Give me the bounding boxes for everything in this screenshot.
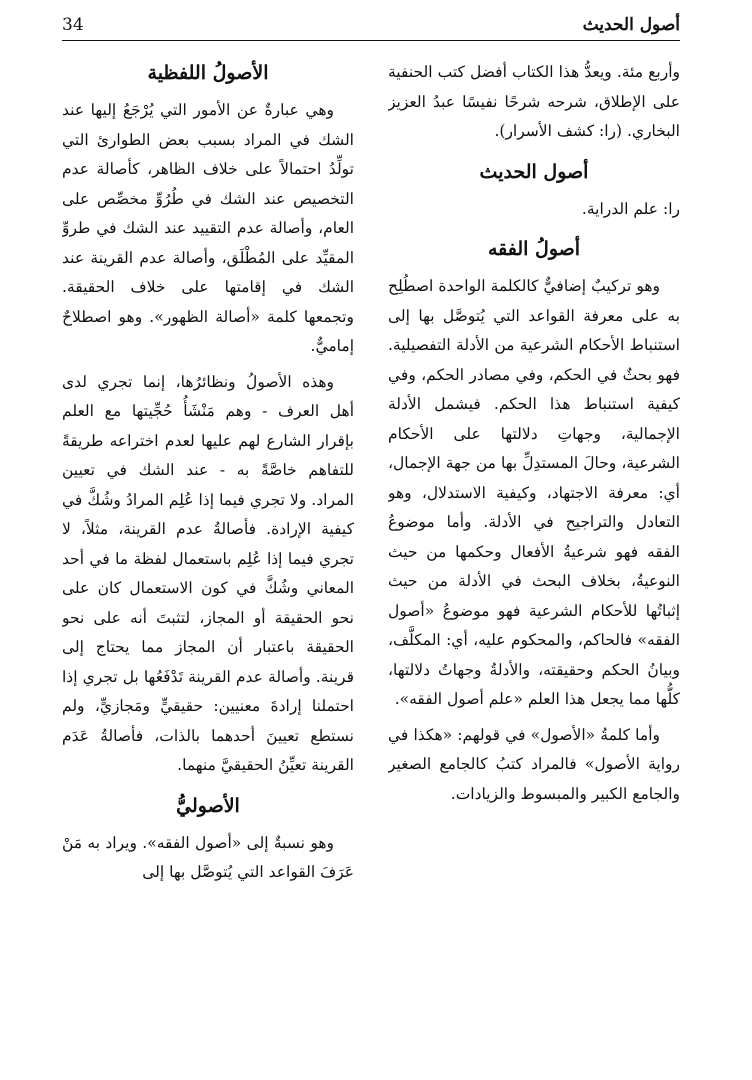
page-header <box>62 10 680 41</box>
paragraph-usul-al-fiqh-definition: وهو تركيبٌ إضافيٌّ كالكلمة الواحدة اصطُلِح به على معرفة القواعد التي يُتوصَّل بها إلى استنباط الأحكام الشرعية من الأدلة التفصيلية. فهو بحثٌ في الحكم، وفي مصادر الحكم، وفي كيفية استنباط هذا الحكم. فيشمل الأدلة الإجمالية، وجهاتِ دلالتها على الأحكام الشرعية، وحالَ المستدِلِّ بها من جهة الإجمال، أي: معرفة الاجتهاد، وكيفية الاستدلال، وهو التعادل والتراجيح في الأدلة. وأما موضوعُ الفقه فهو شرعيةُ الأفعال وحكمها من حيث النوعيةُ، بخلاف البحث في الأدلة من حيث إثباتُها للأحكام الشرعية فهو موضوعُ «أصول الفقه» فالحاكم، والمحكوم عليه، أي: المكلَّف، وبيانُ الحكم وحقيقته، والأدلةُ وجهاتُ دلالتها، كلُّها مما يجعل هذا العلم «علم أصول الفقه». <box>388 277 680 708</box>
paragraph-cross-reference: را: علم الدراية. <box>581 199 680 218</box>
entry-heading-usuli: الأصوليُّ <box>176 794 240 817</box>
paragraph-lafziyya-definition: وهي عبارةٌ عن الأمور التي يُرْجَعُ إليها عند الشك في المراد بسبب بعض الطوارئ التي تولِّدُ احتمالاً على خلاف الظاهر، كأصالة عدم التخصيص عند الشك في طُرُوِّ مخصِّص على العام، وأصالة عدم التقييد عند الشك في طروِّ المقيِّد على المُطْلَق، وأصالة عدم القرينة عند الشك في إقامتها على خلاف الحقيقة. وتجمعها كلمة «أصالة الظهور». وهو اصطلاحٌ إماميٌّ. <box>62 101 354 355</box>
running-title: أصول الحديث <box>582 15 680 35</box>
left-column <box>62 58 354 1068</box>
page-number: 34 <box>62 15 84 35</box>
right-column <box>388 58 680 1068</box>
paragraph-usul-word: وأما كلمةُ «الأصول» في قولهم: «هكذا في رواية الأصول» فالمراد كتبُ كالجامع الصغير والجامع الكبير والمبسوط والزيادات. <box>388 725 680 803</box>
paragraph-kashf-al-asrar: وأربع مئة. ويعدُّ هذا الكتاب أفضل كتب الحنفية على الإطلاق، شرحه شرحًا نفيسًا عبدُ العزيز البخاري. (را: كشف الأسرار). <box>388 63 680 140</box>
entry-heading-usul-al-hadith: أصول الحديث <box>479 160 589 183</box>
entry-heading-lafziyya: الأصولُ اللفظية <box>147 62 269 84</box>
entry-heading-usul-al-fiqh: أصولُ الفقه <box>487 238 581 260</box>
paragraph-lafziyya-usage: وهذه الأصولُ ونظائرُها، إنما تجري لدى أهل العرف - وهم مَنْشَأُ حُجِّيتها مع العلم بإقرار الشارع لهم عليها لعدم اختراعه طريقةً للتفاهم خاصَّةً به - عند الشك في تعيين المراد. ولا تجري فيما إذا عُلِم المرادُ وشُكَّ في كيفية الإرادة. فأصالةُ عدم القرينة، مثلاً، لا تجري فيما إذا عُلِم باستعمال لفظة ما في أحد المعاني وشُكَّ في كون الاستعمال كان على نحو الحقيقة أو المجاز، لتثبتَ أنه على نحو الحقيقة باعتبار أن المجاز مما يحتاج إلى قرينة. وأصالة عدم القرينة تَدْفَعُها بل تجري إذا احتملنا إرادةَ معنيين: حقيقيٍّ ومَجازيٍّ، ولم نستطع تعيينَ أحدهما بالذات، فأصالةُ عَدَم القرينة تعيِّنُ الحقيقيَّ منهما. <box>62 372 354 774</box>
paragraph-usuli-definition: وهو نسبةٌ إلى «أصول الفقه». ويراد به مَنْ عَرَفَ القواعد التي يُتوصَّل بها إلى <box>62 833 354 881</box>
